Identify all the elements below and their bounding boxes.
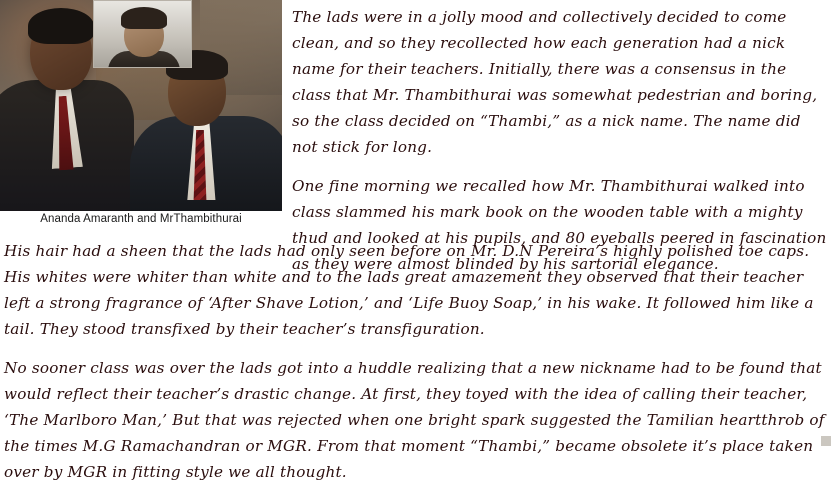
paragraph-2: One fine morning we recalled how Mr. Thambithurai walked into class slammed his mark book on the wooden table with a mighty thud and looked at his pupils, and 80 eyeballs peered in fascination as they were almost blinded by his sartorial elegance. (292, 177, 827, 273)
paragraph-1: The lads were in a jolly mood and collectively decided to come clean, and so they recollected how each generation had a nick name for their teachers. Initially, there was a consensus in the class that Mr. Thambithurai was somewhat pedestrian and boring, so the class decided on “Thambi,” as a nick name. The name did not stick for long. (292, 8, 818, 156)
corner-mark (821, 436, 831, 446)
photo-block (0, 0, 282, 232)
text-column-full (4, 238, 830, 485)
photo-caption: Ananda Amaranth and MrThambithurai (40, 213, 242, 225)
paragraph-4: No sooner class was over the lads got into a huddle realizing that a new nickname had to be found that would reflect their teacher’s drastic change. At first, they toyed with the idea of calling their teacher, ‘The Marlboro Man,’ But that was rejected when one bright spark suggested the Tamilian heartthrob of the times M.G Ramachandran or MGR. From that moment “Thambi,” became obsolete it’s place taken over by MGR in fitting style we all thought. (4, 359, 825, 481)
text-column-right (292, 4, 830, 277)
photograph-inset-portrait (93, 0, 192, 68)
photo-person-left-hair (28, 8, 94, 44)
inset-person-hair (121, 7, 167, 29)
paragraph-3: His hair had a sheen that the lads had only seen before on Mr. D.N Pereira’s highly polished toe caps. His whites were whiter than white and to the lads great amazement they observed that their teacher left a strong fragrance of ‘After Shave Lotion,’ and ‘Life Buoy Soap,’ in his wake. It followed him like a tail. They stood transfixed by their teacher’s transfiguration. (4, 242, 814, 338)
